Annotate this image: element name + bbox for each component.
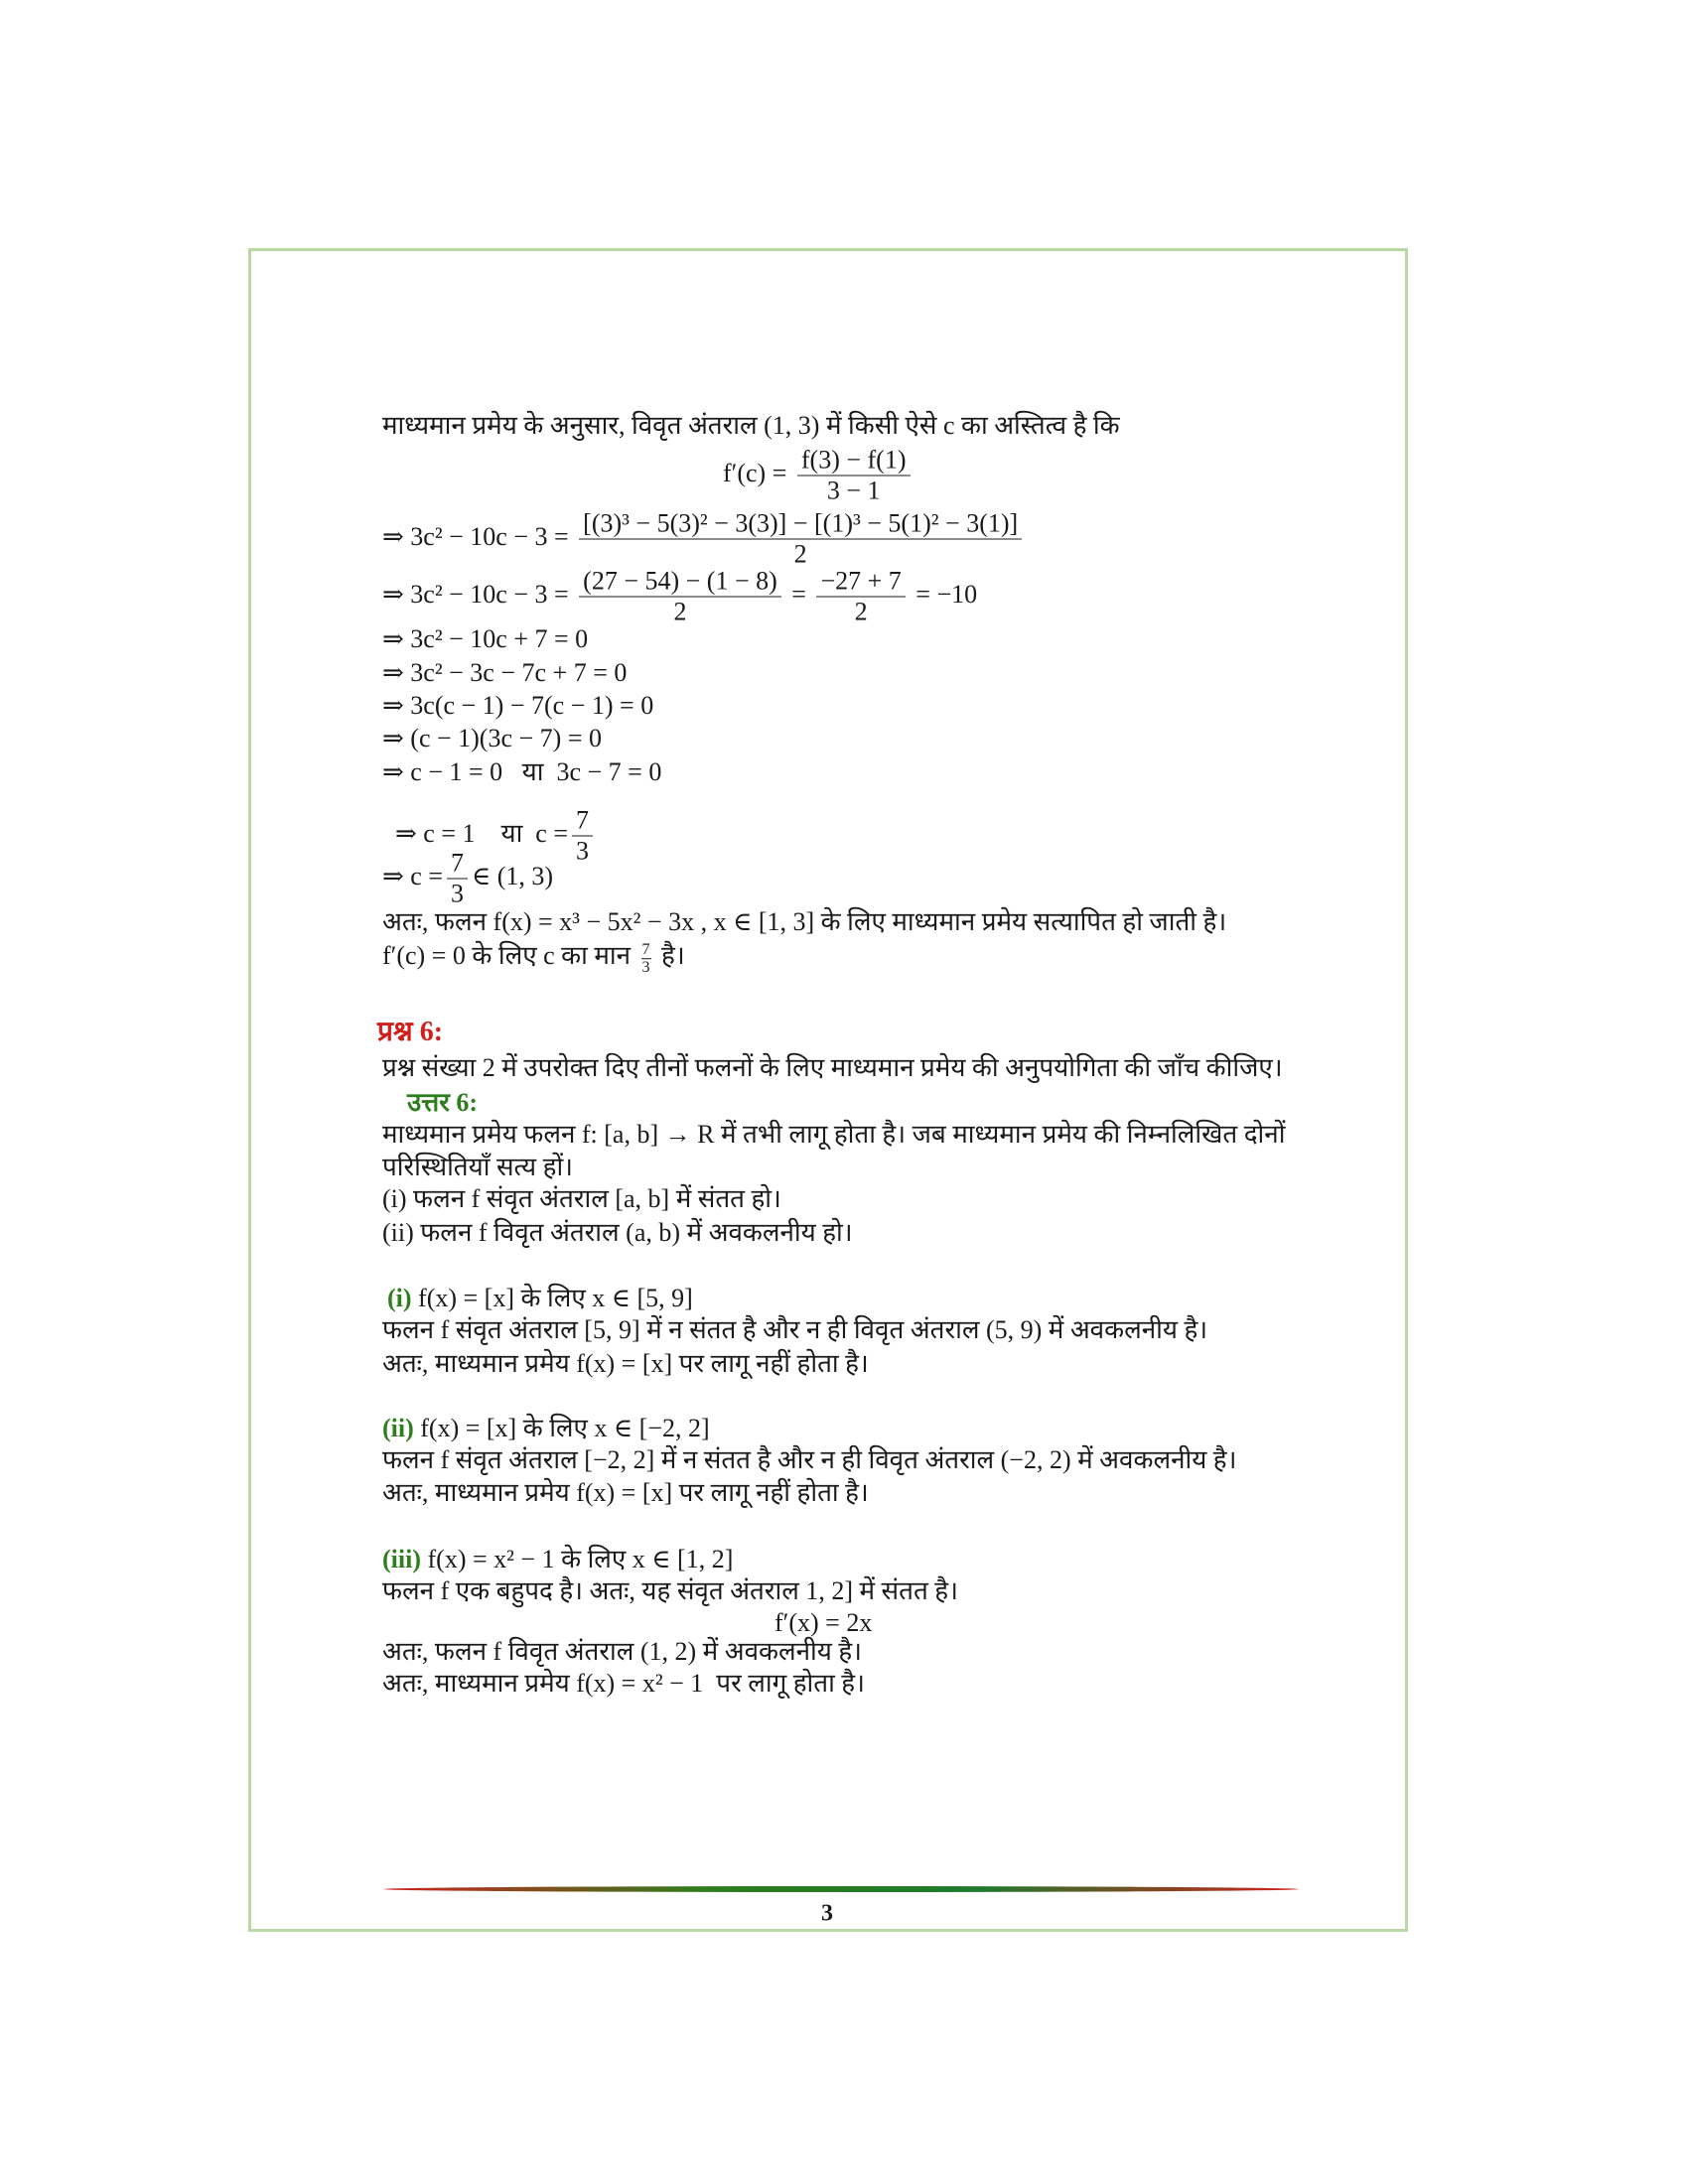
formula-rhs: ∈ (1, 3) (472, 861, 554, 890)
mvt-formula (723, 446, 914, 506)
conclusion-2 (382, 940, 685, 976)
step-line: ⇒ 3c² − 3c − 7c + 7 = 0 (382, 658, 628, 687)
denominator: 3 (576, 836, 590, 866)
step-line: ⇒ c − 1 = 0 या 3c − 7 = 0 (382, 757, 662, 786)
part-i-line: फलन f संवृत अंतराल [5, 9] में न संतत है और न ही विवृत अंतराल (5, 9) में अवकलनीय है। (382, 1315, 1208, 1344)
formula-lhs: ⇒ 3c² − 10c − 3 = (382, 579, 569, 609)
answer-6-heading: उत्तर 6: (407, 1088, 479, 1117)
answer-line: माध्यमान प्रमेय फलन f: [a, b] → R में तभी लागू होता है। जब माध्यमान प्रमेय की निम्नलिखित दोनों (382, 1120, 1286, 1149)
answer-line: (ii) फलन f विवृत अंतराल (a, b) में अवकलनीय हो। (382, 1218, 853, 1247)
part-ii-line: फलन f संवृत अंतराल [−2, 2] में न संतत है और न ही विवृत अंतराल (−2, 2) में अवकलनीय है। (382, 1445, 1237, 1474)
page-number: 3 (821, 1900, 833, 1927)
part-title: f(x) = [x] के लिए x ∈ [−2, 2] (420, 1414, 710, 1442)
equals: = (791, 579, 806, 609)
step-line: ⇒ 3c² − 10c + 7 = 0 (382, 624, 589, 653)
step-line: ⇒ (c − 1)(3c − 7) = 0 (382, 724, 602, 752)
formula-lhs: f′(c) = (723, 458, 787, 487)
conclusion-1: अतः, फलन f(x) = x³ − 5x² − 3x , x ∈ [1, 3] के लिए माध्यमान प्रमेय सत्यापित हो जाती है। (382, 907, 1227, 936)
question-6-text: प्रश्न संख्या 2 में उपरोक्त दिए तीनों फलनों के लिए माध्यमान प्रमेय की अनुपयोगिता की जाँच कीजिए। (382, 1053, 1283, 1082)
denominator: 2 (854, 597, 868, 626)
fraction (641, 941, 651, 976)
formula-lhs: ⇒ c = (382, 861, 443, 890)
part-label: (iii) (382, 1545, 421, 1573)
denominator: 3 − 1 (826, 476, 881, 505)
denominator: 2 (673, 597, 687, 626)
fraction (816, 567, 905, 627)
step-2 (382, 567, 977, 627)
formula-rhs: = −10 (915, 579, 978, 609)
numerator: −27 + 7 (816, 567, 905, 598)
part-ii-line: अतः, माध्यमान प्रमेय f(x) = [x] पर लागू नहीं होता है। (382, 1478, 869, 1507)
part-i-title (387, 1283, 693, 1314)
part-iii-line: अतः, फलन f विवृत अंतराल (1, 2) में अवकलनीय है। (382, 1637, 863, 1666)
denominator: 3 (451, 879, 464, 908)
fraction (447, 849, 468, 909)
part-label: (i) (387, 1284, 412, 1312)
part-label: (ii) (382, 1414, 414, 1442)
part-iii-title (382, 1544, 733, 1575)
fraction (579, 509, 1022, 570)
step-line: ⇒ 3c(c − 1) − 7(c − 1) = 0 (382, 691, 654, 720)
part-title: f(x) = [x] के लिए x ∈ [5, 9] (418, 1284, 693, 1312)
step-1 (382, 509, 1026, 570)
fraction (579, 567, 781, 627)
part-iii-derivative: f′(x) = 2x (774, 1608, 873, 1637)
formula-lhs: ⇒ c = 1 या c = (395, 818, 569, 848)
numerator: (27 − 54) − (1 − 8) (579, 567, 781, 598)
text: है। (661, 941, 685, 971)
text: f′(c) = 0 के लिए c का मान (382, 941, 632, 971)
part-iii-line: फलन f एक बहुपद है। अतः, यह संवृत अंतराल 1, 2] में संतत है। (382, 1576, 958, 1605)
numerator: 7 (447, 849, 468, 880)
fraction (572, 806, 593, 867)
part-iii-line: अतः, माध्यमान प्रमेय f(x) = x² − 1 पर लागू होता है। (382, 1669, 865, 1698)
part-i-line: अतः, माध्यमान प्रमेय f(x) = [x] पर लागू नहीं होता है। (382, 1349, 869, 1378)
numerator: 7 (641, 940, 650, 958)
fraction (797, 446, 911, 506)
numerator: [(3)³ − 5(3)² − 3(3)] − [(1)³ − 5(1)² − 3(1)] (579, 509, 1022, 540)
part-ii-title (382, 1413, 710, 1444)
denominator: 3 (641, 958, 650, 976)
intro-text: माध्यमान प्रमेय के अनुसार, विवृत अंतराल (1, 3) में किसी ऐसे c का अस्तित्व है कि (382, 411, 1120, 440)
answer-line: (i) फलन f संवृत अंतराल [a, b] में संतत हो। (382, 1184, 781, 1213)
denominator: 2 (793, 539, 807, 569)
step-final (382, 849, 553, 909)
numerator: f(3) − f(1) (797, 446, 911, 477)
formula-lhs: ⇒ 3c² − 10c − 3 = (382, 521, 569, 551)
answer-line: परिस्थितियाँ सत्य हों। (382, 1153, 574, 1181)
numerator: 7 (572, 806, 593, 837)
footer-divider (383, 1886, 1299, 1892)
question-6-heading: प्रश्न 6: (377, 1017, 444, 1047)
part-title: f(x) = x² − 1 के लिए x ∈ [1, 2] (427, 1545, 734, 1573)
